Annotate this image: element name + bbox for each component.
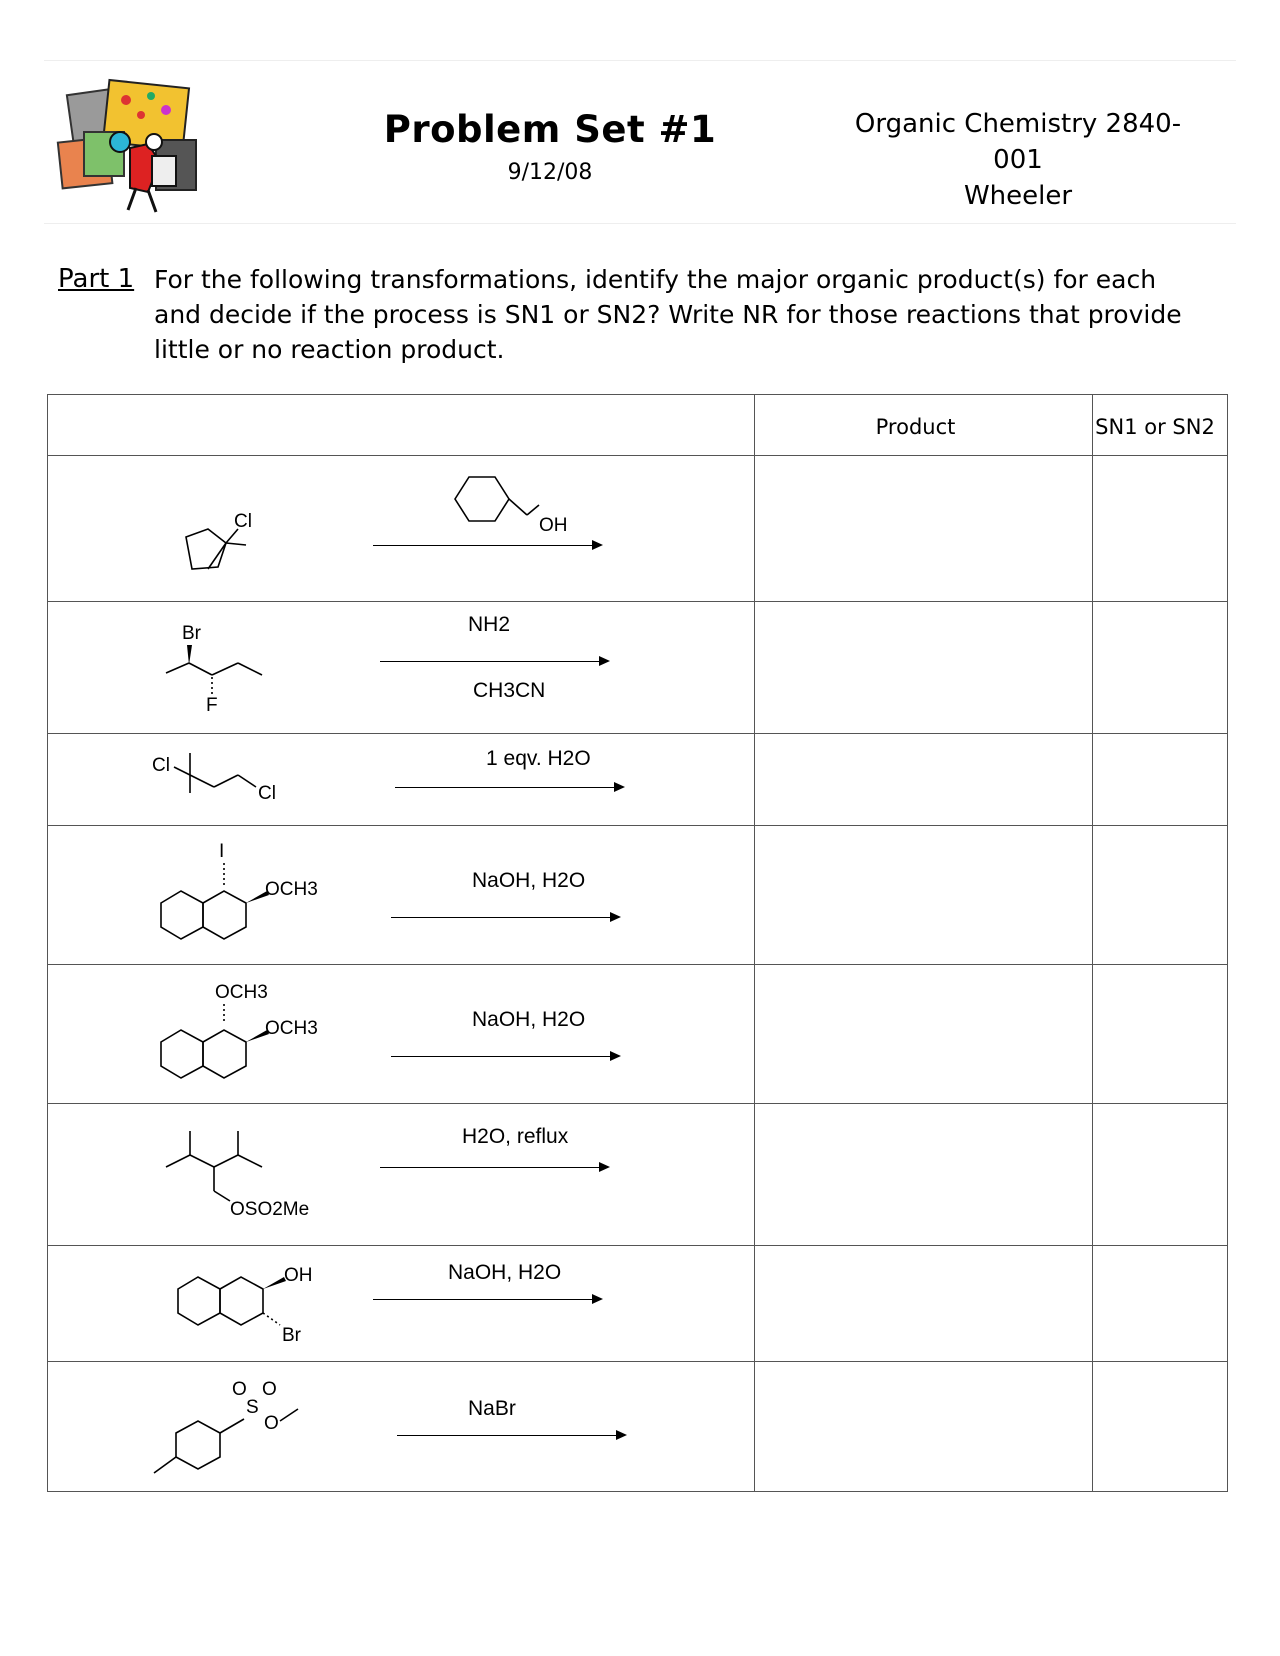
reactant-structure	[153, 976, 353, 1086]
atom-label: O	[262, 1379, 277, 1400]
reagent-above: NaOH, H2O	[448, 1261, 562, 1284]
atom-label: F	[206, 695, 218, 716]
reagent-below: CH3CN	[473, 679, 546, 702]
reaction-arrow	[395, 787, 623, 788]
atom-label: OCH3	[265, 1018, 318, 1039]
reaction-arrow	[373, 1299, 601, 1300]
atom-label: Cl	[234, 511, 252, 532]
column-divider	[754, 395, 755, 1491]
reagent-above: 1 eqv. H2O	[486, 747, 591, 770]
reaction-row-7	[48, 1245, 754, 1361]
column-divider	[1092, 395, 1093, 1491]
reaction-row-1	[48, 455, 754, 601]
reagent-above: H2O, reflux	[462, 1125, 569, 1148]
reaction-arrow	[373, 545, 601, 546]
atom-label: OSO2Me	[230, 1199, 310, 1220]
instructor-name: Wheeler	[963, 181, 1073, 211]
reactant-structure	[168, 511, 268, 585]
header-product: Product	[875, 415, 956, 439]
reagent-above: NaOH, H2O	[472, 1008, 586, 1031]
reaction-row-3	[48, 733, 754, 825]
reaction-arrow	[391, 1056, 619, 1057]
reaction-row-6	[48, 1103, 754, 1245]
reaction-row-2	[48, 601, 754, 733]
atom-label: Cl	[152, 755, 170, 776]
reactant-structure	[166, 1115, 326, 1235]
atom-label: OH	[539, 515, 568, 536]
atom-label: I	[219, 841, 225, 862]
reagent-above: NaOH, H2O	[472, 869, 586, 892]
reactant-structure	[158, 613, 288, 716]
reaction-row-4	[48, 825, 754, 964]
problem-table	[47, 394, 1228, 1492]
reaction-arrow	[397, 1435, 625, 1436]
atom-label: OH	[284, 1265, 313, 1286]
page-title: Problem Set #1	[383, 108, 717, 151]
atom-label: OCH3	[265, 879, 318, 900]
reaction-arrow	[380, 661, 608, 662]
reagent-above: NH2	[468, 613, 511, 636]
chemist-clipart-icon	[56, 70, 206, 220]
atom-label: Cl	[258, 783, 276, 804]
atom-label: Br	[282, 1325, 301, 1346]
reactant-structure	[148, 1373, 328, 1483]
reaction-arrow	[391, 917, 619, 918]
reaction-arrow	[380, 1167, 608, 1168]
course-name: Organic Chemistry 2840-001	[854, 109, 1182, 175]
header-mechanism: SN1 or SN2	[1095, 415, 1215, 439]
reactant-structure	[153, 837, 353, 947]
atom-label: Br	[182, 623, 201, 644]
date: 9/12/08	[507, 160, 593, 185]
course-info	[848, 106, 1188, 214]
reactant-structure	[152, 747, 302, 817]
instructions: For the following transformations, identify the major organic product(s) for each and decide if the process is SN1 or SN2? Write NR for those reactions that provide little or no reaction product.	[154, 265, 1182, 364]
reaction-row-5	[48, 964, 754, 1103]
atom-label: S	[246, 1397, 259, 1418]
atom-label: O	[264, 1413, 279, 1434]
reactant-structure	[170, 1259, 350, 1359]
reagent-structure	[443, 469, 603, 539]
reagent-above: NaBr	[468, 1397, 516, 1420]
part-label: Part 1	[58, 264, 135, 294]
atom-label: OCH3	[215, 982, 268, 1003]
reaction-row-8	[48, 1361, 754, 1491]
atom-label: O	[232, 1379, 247, 1400]
